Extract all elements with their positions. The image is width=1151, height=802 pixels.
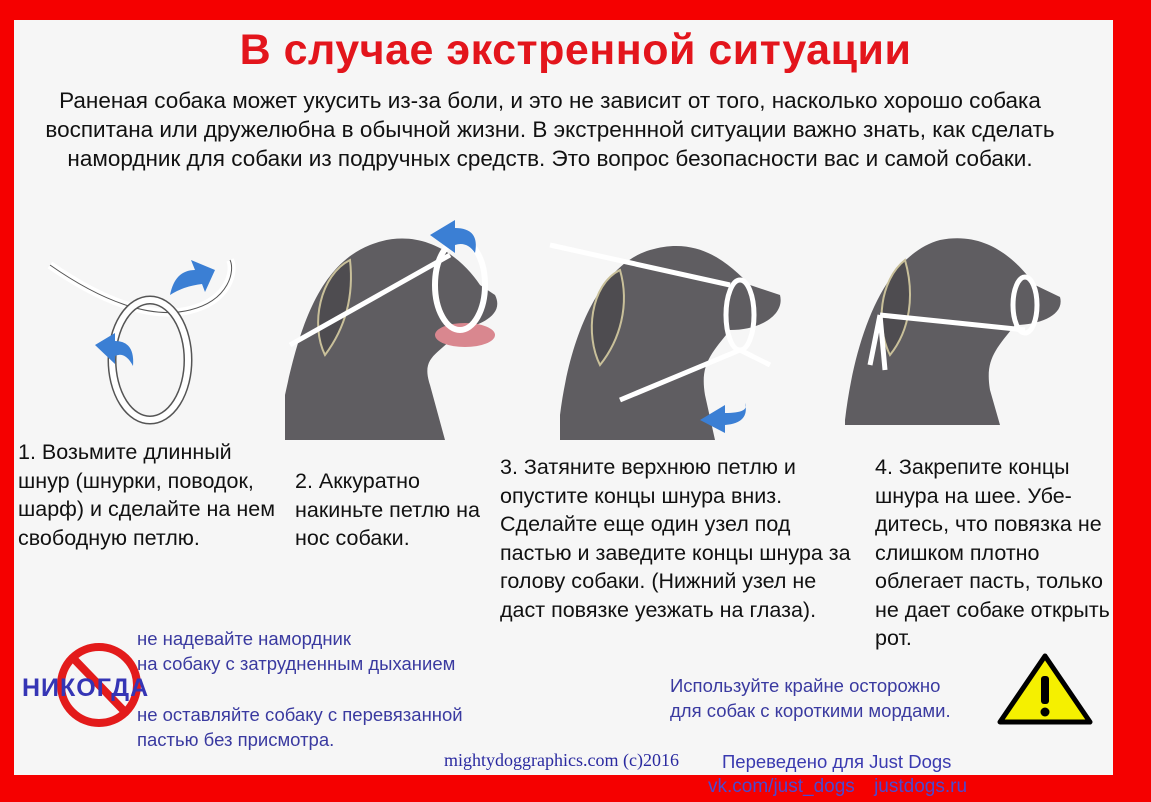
never-label: НИКОГДА [22, 674, 150, 702]
never-warning-2a: не оставляйте собаку с перевязанной [137, 704, 463, 725]
caution-text-2: для собак с короткими мордами. [670, 700, 951, 721]
loop-illustration [40, 250, 250, 430]
never-warning-2b: пастью без присмотра. [137, 729, 335, 750]
caution-text-1: Используйте крайне осторожно [670, 675, 941, 696]
dog-step2-illustration [280, 205, 520, 445]
arrow-icon [170, 260, 215, 295]
arrow-icon [95, 333, 133, 366]
step-2-text: 2. Аккуратно накиньте петлю на нос собаки. [295, 469, 480, 550]
step-3-text: 3. Затяните верхнюю петлю и опустите концы шнура вниз. Сделайте еще один узел под пастью и заведите концы шнура за голову собаки. (Нижний узел не даст повязке уезжать на глаза). [500, 455, 851, 622]
intro-text: Раненая собака может укусить из-за боли, и это не зависит от того, насколько хорошо собака воспитана или дружелюбна в обычной жизни. В экстреннной ситуации важно знать, как сделать намордник для собаки из подручных средств. Это вопрос безопасности вас и самой собаки. [45, 88, 1055, 171]
dog-step4-illustration [840, 225, 1070, 445]
dog-step3-illustration [540, 225, 790, 455]
warning-triangle-icon [996, 652, 1094, 726]
credit-text: mightydoggraphics.com (c)2016 [444, 750, 679, 770]
step-1-text: 1. Возьмите длинный шнур (шнурки, поводок, шарф) и сделайте на нем свободную петлю. [18, 440, 275, 550]
page-title: В случае экстренной ситуации [239, 26, 912, 74]
step-4-text: 4. Закрепите концы шнура на шее. Убе-дитесь, что повязка не слишком плотно облегает пасть, только не дает собаке открыть рот. [875, 455, 1110, 650]
never-warning-1a: не надевайте намордник [137, 628, 351, 649]
footer-links[interactable]: vk.com/just_dogs justdogs.ru [708, 776, 968, 797]
never-warning-1b: на собаку с затрудненным дыханием [137, 653, 456, 674]
translated-text: Переведено для Just Dogs [722, 751, 952, 772]
